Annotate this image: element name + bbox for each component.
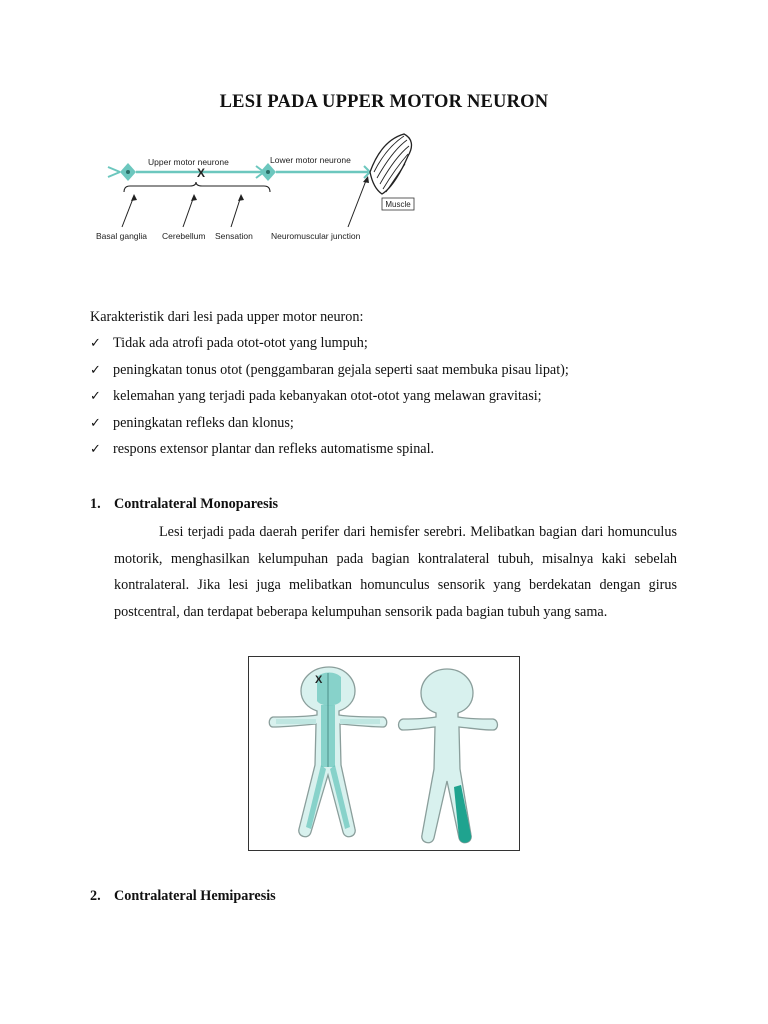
upper-motor-label: Upper motor neurone [148, 157, 229, 167]
section-2-number: 2. [90, 888, 101, 904]
figure-lesion-mark: X [315, 674, 323, 686]
intro-text: Karakteristik dari lesi pada upper motor neuron: [90, 309, 364, 325]
motor-neuron-diagram [86, 132, 426, 252]
lower-motor-label: Lower motor neurone [270, 155, 351, 165]
lower-neuron-cell-icon [260, 163, 276, 181]
check-icon: ✓ [90, 336, 101, 351]
section-2-title: Contralateral Hemiparesis [114, 888, 276, 904]
body-illustration [249, 657, 519, 850]
upper-neuron-cell-icon [120, 163, 136, 181]
list-item: ✓ Tidak ada atrofi pada otot-otot yang lumpuh; [90, 333, 569, 360]
section-1-paragraph: Lesi terjadi pada daerah perifer dari hemisfer serebri. Melibatkan bagian dari homunculus motorik, menghasilkan kelumpuhan pada bagian kontralateral tubuh, misalnya kaki sebelah kontralateral. Jika lesi juga melibatkan homunculus sensorik yang berdekatan dengan girus postcentral, dan terdapat beberapa kelumpuhan sensorik pada bagian tubuh yang sama. [114, 524, 677, 620]
nmj-label: Neuromuscular junction [271, 231, 361, 241]
check-icon: ✓ [90, 362, 101, 378]
lesion-mark: X [196, 166, 206, 180]
list-item: ✓ respons extensor plantar dan refleks automatisme spinal. [90, 439, 569, 466]
arrow-icons [122, 176, 369, 227]
list-item: ✓ peningkatan refleks dan klonus; [90, 413, 569, 440]
section-1-title: Contralateral Monoparesis [114, 496, 279, 512]
cerebellum-label: Cerebellum [162, 231, 206, 241]
brace [124, 182, 270, 192]
characteristics-list [90, 333, 569, 466]
muscle-label: Muscle [385, 200, 411, 209]
check-icon: ✓ [90, 415, 101, 431]
check-icon: ✓ [90, 442, 101, 457]
page-title: LESI PADA UPPER MOTOR NEURON [219, 92, 549, 112]
list-item: ✓ peningkatan tonus otot (penggambaran gejala seperti saat membuka pisau lipat); [90, 360, 569, 387]
section-1-number: 1. [90, 496, 101, 512]
list-item: ✓ kelemahan yang terjadi pada kebanyakan otot-otot yang melawan gravitasi; [90, 386, 569, 413]
sensation-label: Sensation [215, 231, 253, 241]
right-body-figure [399, 669, 498, 843]
basal-ganglia-label: Basal ganglia [96, 231, 148, 241]
left-body-figure [269, 667, 387, 837]
check-icon: ✓ [90, 389, 101, 404]
monoparesis-figure [248, 656, 520, 851]
muscle-icon [370, 134, 411, 194]
